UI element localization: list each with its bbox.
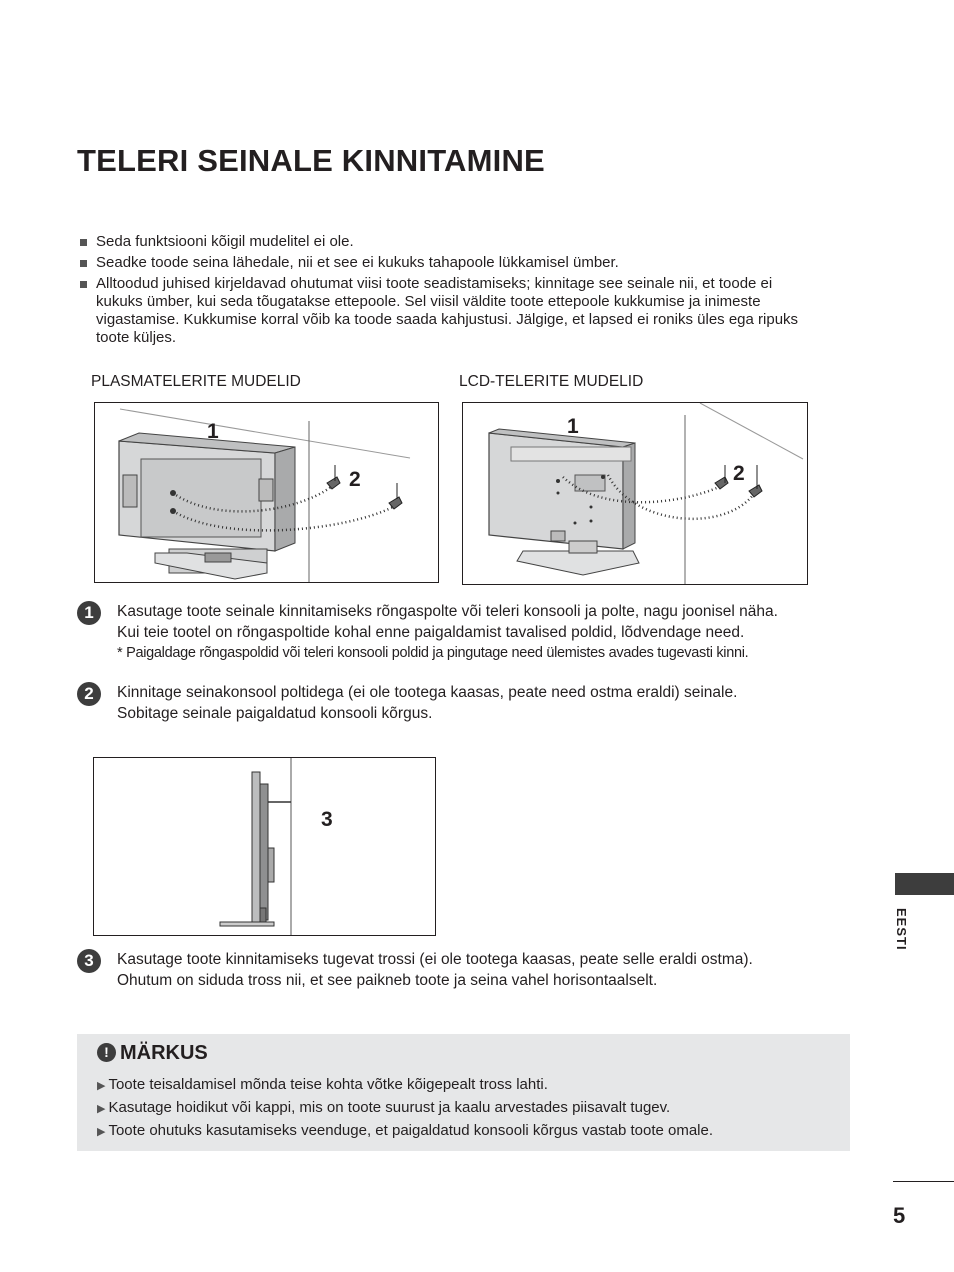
note-item: ▶ Toote ohutuks kasutamiseks veenduge, et paigaldatud konsooli kõrgus vastab toote omale. bbox=[97, 1122, 714, 1139]
page-title: TELERI SEINALE KINNITAMINE bbox=[77, 143, 545, 178]
intro-bullets bbox=[80, 233, 810, 350]
lcd-callout-2: 2 bbox=[733, 462, 745, 485]
lcd-tv-illustration bbox=[462, 402, 808, 585]
plasma-models-label: PLASMATELERITE MUDELID bbox=[91, 373, 301, 390]
bullet-item: Alltoodud juhised kirjeldavad ohutumat viisi toote seadistamiseks; kinnitage see seinale nii, et toode ei kukuks ümber, kui seda tõugatakse ettepoole. Sel viisil väldite toote ettepoole kukkumise ja inimeste vigastamise. Kukkumise korral võib ka toode saada kahjustusi. Jälgige, et lapsed ei roniks üles ega ripuks toote küljes. bbox=[80, 275, 810, 347]
step-2 bbox=[77, 682, 857, 724]
language-label: EESTI bbox=[894, 908, 909, 951]
triangle-bullet-icon: ▶ bbox=[97, 1103, 106, 1115]
page-number: 5 bbox=[893, 1203, 906, 1228]
square-bullet-icon bbox=[80, 239, 87, 246]
plasma-callout-2: 2 bbox=[349, 468, 361, 491]
plasma-callout-1: 1 bbox=[207, 420, 219, 443]
language-tab bbox=[895, 873, 954, 895]
page-number-rule bbox=[893, 1181, 954, 1182]
lcd-models-label: LCD-TELERITE MUDELID bbox=[459, 373, 644, 390]
note-box bbox=[77, 1034, 850, 1151]
bullet-item: Seda funktsiooni kõigil mudelitel ei ole. bbox=[80, 233, 810, 251]
lcd-callout-1: 1 bbox=[567, 415, 579, 438]
plasma-tv-illustration bbox=[94, 402, 439, 583]
step-number-badge: 2 bbox=[77, 682, 101, 706]
step-number-badge: 1 bbox=[77, 601, 101, 625]
square-bullet-icon bbox=[80, 260, 87, 267]
side-callout-3: 3 bbox=[321, 808, 333, 831]
note-item: ▶ Kasutage hoidikut või kappi, mis on toote suurust ja kaalu arvestades piisavalt tugev. bbox=[97, 1099, 671, 1116]
step-3-line-2: Ohutum on siduda tross nii, et see paikneb toote ja seina vahel horisontaalselt. bbox=[117, 972, 658, 989]
step-3 bbox=[77, 949, 757, 991]
step-number-badge: 3 bbox=[77, 949, 101, 973]
note-list bbox=[97, 1074, 713, 1143]
note-item: ▶ Toote teisaldamisel mõnda teise kohta võtke kõigepealt tross lahti. bbox=[97, 1076, 548, 1093]
bullet-item: Seadke toode seina lähedale, nii et see ei kukuks tahapoole lükkamisel ümber. bbox=[80, 254, 810, 272]
note-title: ! MÄRKUS bbox=[97, 1042, 208, 1065]
step-1-footnote: * Paigaldage rõngaspoldid või teleri konsooli poldid ja pingutage need ülemistes avades tugevasti kinni. bbox=[117, 645, 749, 661]
triangle-bullet-icon: ▶ bbox=[97, 1080, 106, 1092]
side-view-illustration bbox=[93, 757, 436, 936]
step-2-line-2: Sobitage seinale paigaldatud konsooli kõrgus. bbox=[117, 705, 433, 722]
step-2-line-1: Kinnitage seinakonsool poltidega (ei ole tootega kaasas, peate need ostma eraldi) seinale. bbox=[117, 684, 738, 701]
step-1-line-2: Kui teie tootel on rõngaspoltide kohal enne paigaldamist tavalised poldid, lõdvendage need. bbox=[117, 624, 745, 641]
step-1 bbox=[77, 601, 857, 664]
triangle-bullet-icon: ▶ bbox=[97, 1126, 106, 1138]
exclamation-icon: ! bbox=[97, 1043, 116, 1062]
step-3-line-1: Kasutage toote kinnitamiseks tugevat trossi (ei ole tootega kaasas, peate selle eraldi ostma). bbox=[117, 951, 753, 968]
square-bullet-icon bbox=[80, 281, 87, 288]
step-1-line-1: Kasutage toote seinale kinnitamiseks rõngaspolte või teleri konsooli ja polte, nagu joonisel näha. bbox=[117, 603, 778, 620]
